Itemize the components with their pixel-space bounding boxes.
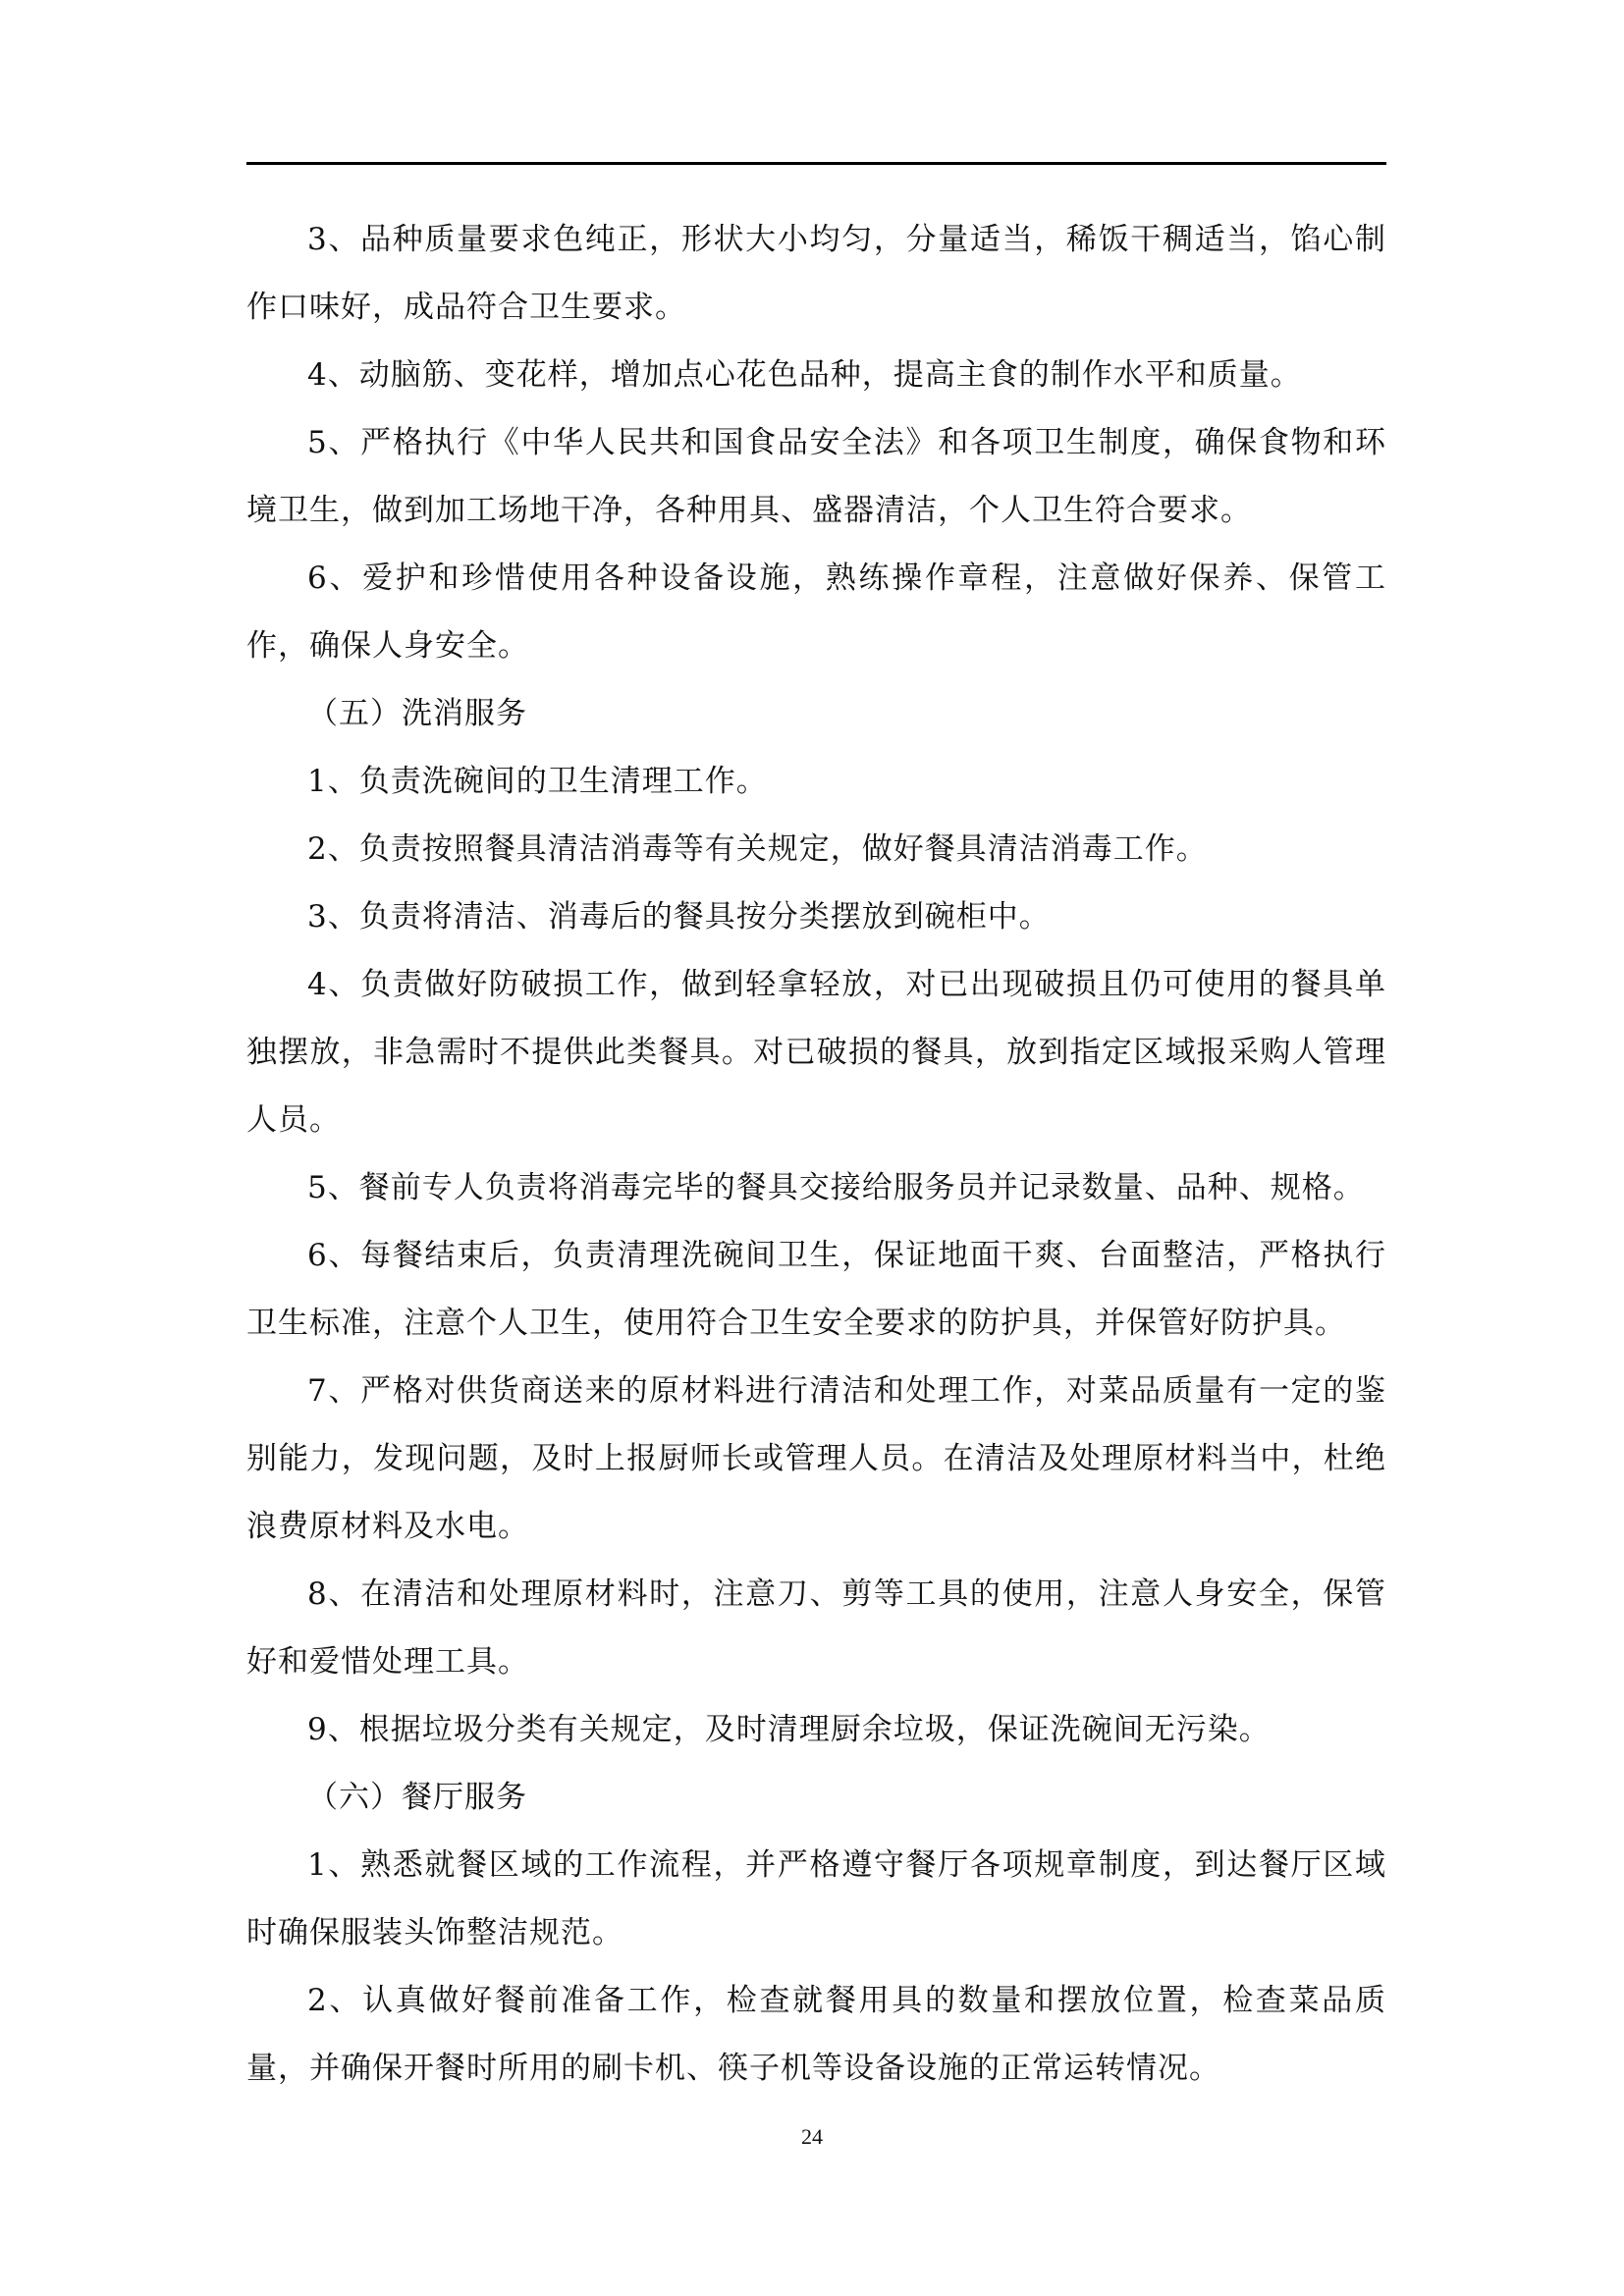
paragraph-dishwashing-9: 9、根据垃圾分类有关规定，及时清理厨余垃圾，保证洗碗间无污染。 <box>307 1712 1271 1747</box>
paragraph-dishwashing-6: 6、每餐结束后，负责清理洗碗间卫生，保证地面干爽、台面整洁，严格执行卫生标准，注意个人卫生，使用符合卫生安全要求的防护具，并保管好防护具。 <box>246 1238 1386 1341</box>
section-heading-dishwashing: （五）洗消服务 <box>307 696 527 731</box>
paragraph-dishwashing-3: 3、负责将清洁、消毒后的餐具按分类摆放到碗柜中。 <box>307 899 1051 934</box>
paragraph-equipment-care: 6、爱护和珍惜使用各种设备设施，熟练操作章程，注意做好保养、保管工作，确保人身安全。 <box>246 561 1386 664</box>
paragraph-dining-1: 1、熟悉就餐区域的工作流程，并严格遵守餐厅各项规章制度，到达餐厅区域时确保服装头饰整洁规范。 <box>246 1847 1386 1950</box>
section-heading-dining-hall: （六）餐厅服务 <box>307 1780 527 1815</box>
paragraph-quality-requirements: 3、品种质量要求色纯正，形状大小均匀，分量适当，稀饭干稠适当，馅心制作口味好，成品符合卫生要求。 <box>246 222 1386 325</box>
paragraph-dining-2: 2、认真做好餐前准备工作，检查就餐用具的数量和摆放位置，检查菜品质量，并确保开餐时所用的刷卡机、筷子机等设备设施的正常运转情况。 <box>246 1983 1386 2086</box>
paragraph-dishwashing-1: 1、负责洗碗间的卫生清理工作。 <box>307 764 768 799</box>
document-body <box>246 206 1386 2103</box>
paragraph-dishwashing-8: 8、在清洁和处理原材料时，注意刀、剪等工具的使用，注意人身安全，保管好和爱惜处理工具。 <box>246 1576 1386 1680</box>
page-number: 24 <box>801 2124 823 2149</box>
header-rule <box>246 162 1386 165</box>
paragraph-dishwashing-2: 2、负责按照餐具清洁消毒等有关规定，做好餐具清洁消毒工作。 <box>307 831 1208 867</box>
paragraph-dishwashing-4: 4、负责做好防破损工作，做到轻拿轻放，对已出现破损且仍可使用的餐具单独摆放，非急需时不提供此类餐具。对已破损的餐具，放到指定区域报采购人管理人员。 <box>246 967 1386 1138</box>
paragraph-food-safety-law: 5、严格执行《中华人民共和国食品安全法》和各项卫生制度，确保食物和环境卫生，做到加工场地干净，各种用具、盛器清洁，个人卫生符合要求。 <box>246 425 1386 528</box>
paragraph-dishwashing-5: 5、餐前专人负责将消毒完毕的餐具交接给服务员并记录数量、品种、规格。 <box>307 1170 1365 1205</box>
paragraph-pastry-variety: 4、动脑筋、变花样，增加点心花色品种，提高主食的制作水平和质量。 <box>307 357 1302 393</box>
paragraph-dishwashing-7: 7、严格对供货商送来的原材料进行清洁和处理工作，对菜品质量有一定的鉴别能力，发现问题，及时上报厨师长或管理人员。在清洁及处理原材料当中，杜绝浪费原材料及水电。 <box>246 1373 1386 1544</box>
